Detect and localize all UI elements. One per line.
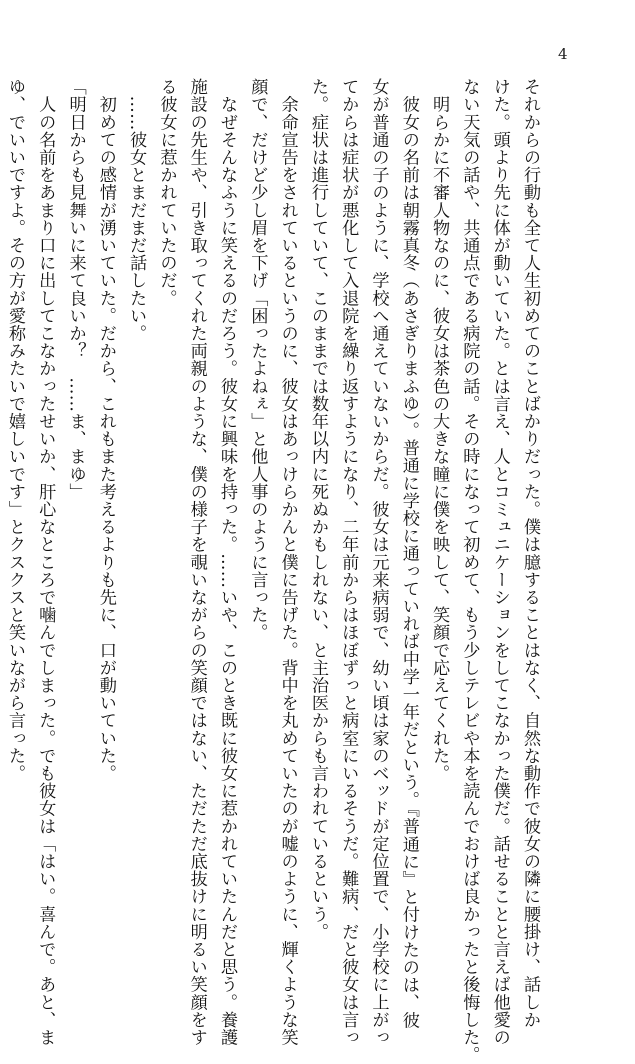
text-line: ……彼女とまだまだ話したい。 xyxy=(126,78,147,342)
text-line: 初めての感情が湧いていた。だから、これもまた考えるよりも先に、口が動いていた。 xyxy=(95,78,116,782)
text-line: ない天気の話や、共通点である病院の話。その時になって初めて、もう少しテレビや本を読んでおけば良かったと後悔した。 xyxy=(459,78,480,1064)
text-line: 明らかに不審人物なのに、彼女は茶色の大きな瞳に僕を映して、笑顔で応えてくれた。 xyxy=(429,78,450,782)
text-line: 「明日からも見舞いに来て良いか？ ……ま、まゆ」 xyxy=(65,78,86,501)
text-line: 余命宣告をされているというのに、彼女はあっけらかんと僕に告げた。背中を丸めていたのが嘘のように、輝くような笑 xyxy=(277,78,298,1046)
page-number: 4 xyxy=(558,45,568,63)
text-line: た。症状は進行していて、このままでは数年以内に死ぬかもしれない、と主治医からも言われているという。 xyxy=(307,78,328,941)
text-line: それからの行動も全て人生初めてのことばかりだった。僕は臆することはなく、自然な動作で彼女の隣に腰掛け、話しか xyxy=(520,78,540,1029)
text-line: けた。頭より先に体が動いていた。とは言え、人とコミュニケーションをしてこなかった僕だ。話せることと言えば他愛の xyxy=(489,78,510,1046)
text-line: てからは症状が悪化して入退院を繰り返すようになり、二年前からはほぼずっと病室にいるそうだ。難病、だと彼女は言っ xyxy=(338,78,359,1046)
text-line: なぜそんなふうに笑えるのだろう。彼女に興味を持った。……いや、このとき既に彼女に惹かれていたんだと思う。養護 xyxy=(217,78,238,1046)
text-line: 顔で、だけど少し眉を下げ「困ったよねぇ」と他人事のように言った。 xyxy=(247,78,268,642)
text-line: 人の名前をあまり口に出してこなかったせいか、肝心なところで噛んでしまった。でも彼女は「はい。喜んで。あと、ま xyxy=(35,78,56,1046)
text-line: 女が普通の子のように、学校へ通えていないからだ。彼女は元来病弱で、幼い頃は家のベッドが定位置で、小学校に上がっ xyxy=(368,78,389,1046)
text-line: ゆ、でいいですよ。その方が愛称みたいで嬉しいです」とクスクスと笑いながら言った。 xyxy=(4,78,25,782)
text-line: 施設の先生や、引き取ってくれた両親のような、僕の様子を覗いながらの笑顔ではない、ただただ底抜けに明るい笑顔をす xyxy=(186,78,207,1046)
text-line: る彼女に惹かれていたのだ。 xyxy=(156,78,177,307)
text-line: 彼女の名前は朝霧真冬（あさぎりまふゆ）。普通に学校に通っていれば中学一年だという。『普通に』と付けたのは、彼 xyxy=(398,78,419,1029)
vertical-text-body xyxy=(0,78,545,1064)
